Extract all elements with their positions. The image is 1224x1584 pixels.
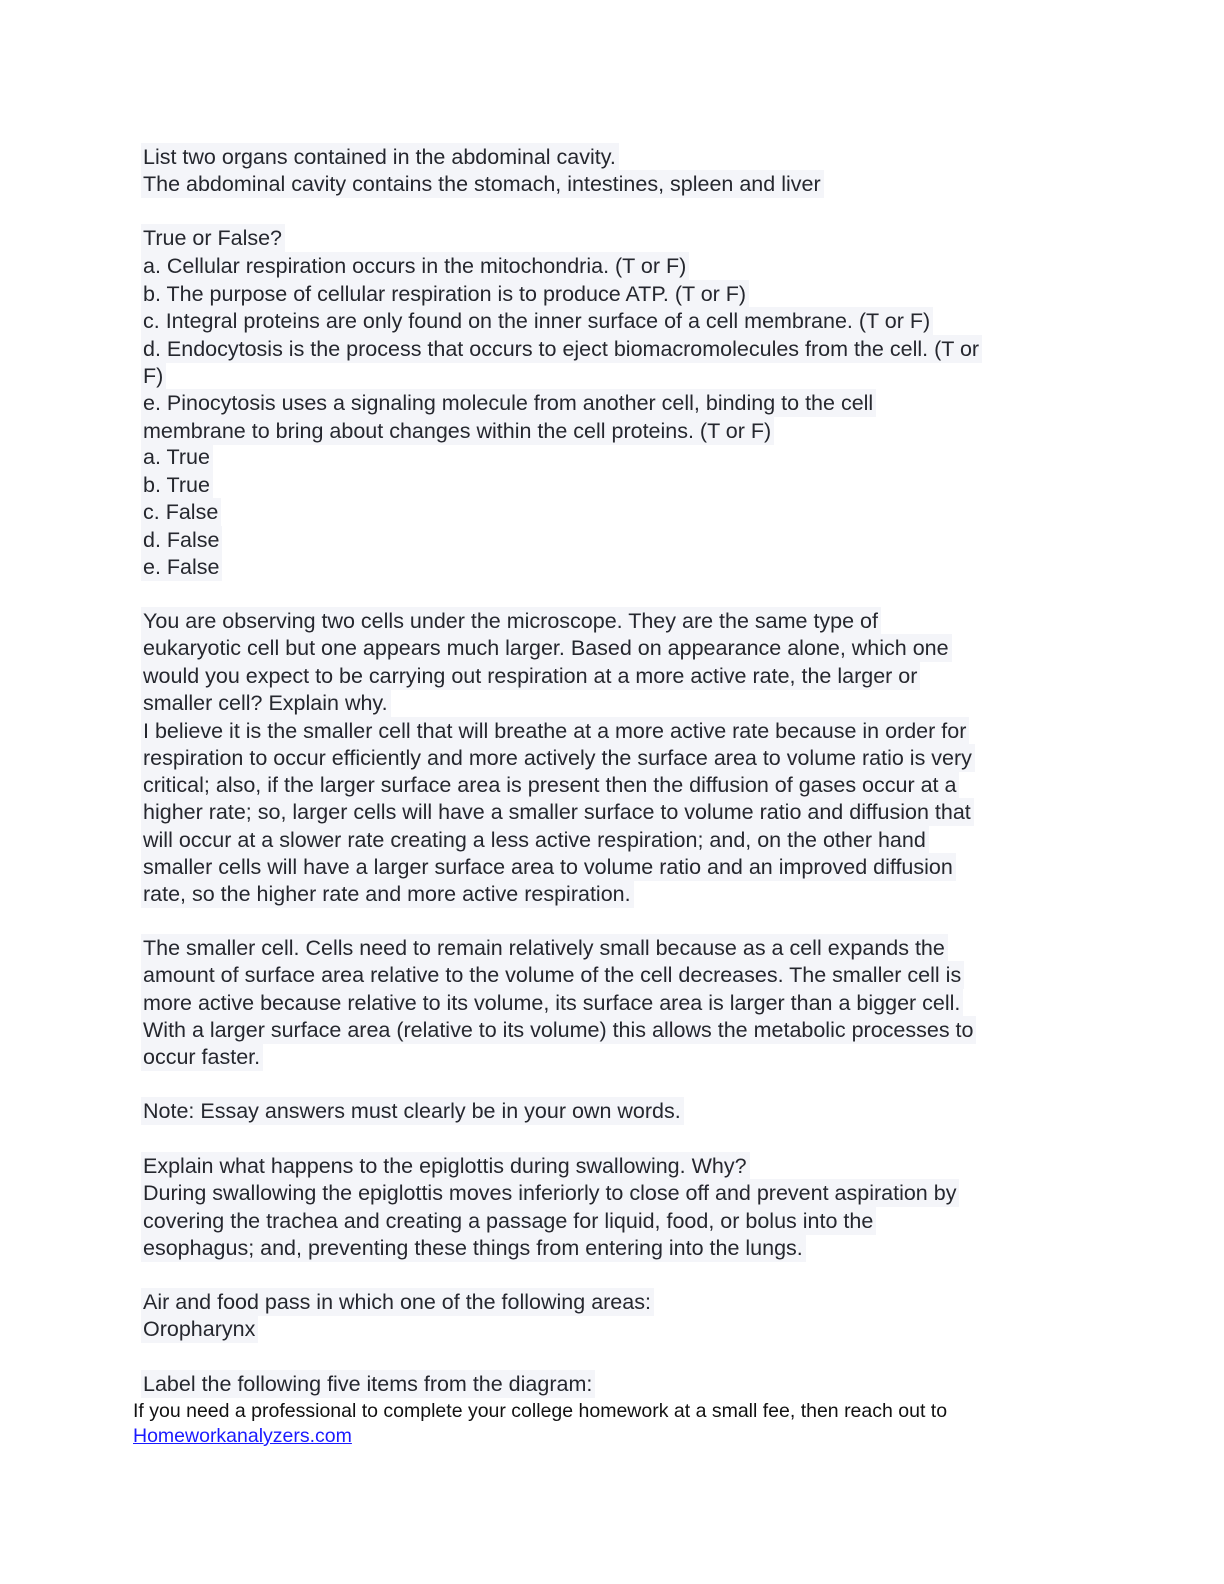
text-line: True or False? — [141, 224, 285, 252]
text-line: more active because relative to its volume, its surface area is larger than a bigger cell. — [141, 989, 963, 1017]
text-line: Air and food pass in which one of the following areas: — [141, 1288, 654, 1316]
text-line: You are observing two cells under the microscope. They are the same type of — [141, 607, 881, 635]
text-line: would you expect to be carrying out respiration at a more active rate, the larger or — [141, 662, 920, 690]
text-line: will occur at a slower rate creating a less active respiration; and, on the other hand — [141, 826, 929, 854]
text-line: d. Endocytosis is the process that occurs to eject biomacromolecules from the cell. (T or — [141, 335, 982, 363]
text-line: c. False — [141, 498, 221, 526]
text-line: Note: Essay answers must clearly be in your own words. — [141, 1097, 684, 1125]
text-line: rate, so the higher rate and more active respiration. — [141, 880, 634, 908]
text-line: smaller cell? Explain why. — [141, 689, 391, 717]
text-line: I believe it is the smaller cell that will breathe at a more active rate because in order for — [141, 717, 969, 745]
text-line: smaller cells will have a larger surface area to volume ratio and an improved diffusion — [141, 853, 956, 881]
text-line: e. False — [141, 553, 222, 581]
text-line: List two organs contained in the abdominal cavity. — [141, 143, 619, 171]
text-line: amount of surface area relative to the volume of the cell decreases. The smaller cell is — [141, 961, 964, 989]
text-line: During swallowing the epiglottis moves inferiorly to close off and prevent aspiration by — [141, 1179, 959, 1207]
text-line: With a larger surface area (relative to its volume) this allows the metabolic processes to — [141, 1016, 976, 1044]
text-line: F) — [141, 362, 166, 390]
text-line: covering the trachea and creating a passage for liquid, food, or bolus into the — [141, 1207, 876, 1235]
text-line: Explain what happens to the epiglottis during swallowing. Why? — [141, 1152, 750, 1180]
text-line: e. Pinocytosis uses a signaling molecule from another cell, binding to the cell — [141, 389, 876, 417]
text-line: critical; also, if the larger surface area is present then the diffusion of gases occur at a — [141, 771, 959, 799]
text-line: esophagus; and, preventing these things from entering into the lungs. — [141, 1234, 806, 1262]
text-line: d. False — [141, 526, 222, 554]
text-line: a. True — [141, 443, 213, 471]
text-line: eukaryotic cell but one appears much larger. Based on appearance alone, which one — [141, 634, 952, 662]
footer-link[interactable]: Homeworkanalyzers.com — [133, 1425, 352, 1447]
footer-promo-text: If you need a professional to complete your college homework at a small fee, then reach out to — [133, 1400, 948, 1422]
text-line: b. The purpose of cellular respiration is to produce ATP. (T or F) — [141, 280, 749, 308]
text-line: c. Integral proteins are only found on the inner surface of a cell membrane. (T or F) — [141, 307, 933, 335]
text-line: Oropharynx — [141, 1315, 258, 1343]
text-line: The smaller cell. Cells need to remain relatively small because as a cell expands the — [141, 934, 948, 962]
text-line: a. Cellular respiration occurs in the mitochondria. (T or F) — [141, 252, 689, 280]
text-line: Label the following five items from the diagram: — [141, 1370, 595, 1398]
text-line: higher rate; so, larger cells will have a smaller surface to volume ratio and diffusion that — [141, 798, 974, 826]
text-line: occur faster. — [141, 1043, 263, 1071]
text-line: respiration to occur efficiently and more actively the surface area to volume ratio is very — [141, 744, 975, 772]
text-line: The abdominal cavity contains the stomach, intestines, spleen and liver — [141, 170, 824, 198]
text-line: membrane to bring about changes within the cell proteins. (T or F) — [141, 417, 774, 445]
text-line: b. True — [141, 471, 213, 499]
